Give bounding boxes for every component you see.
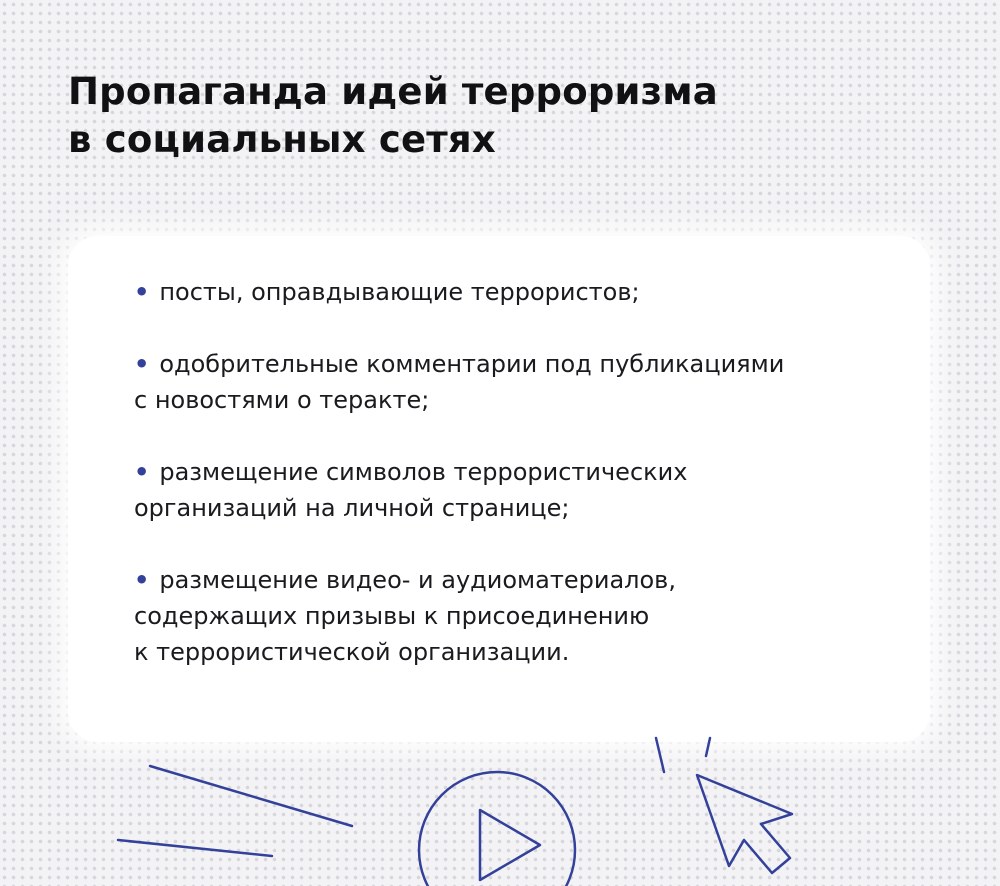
click-ray-icon	[656, 738, 664, 772]
list-item	[134, 346, 904, 418]
bullet-dot-icon: •	[134, 458, 150, 486]
bullet-dot-icon: •	[134, 350, 150, 378]
cursor-arrow-icon	[697, 775, 792, 873]
page-title-line-2: в социальных сетях	[68, 118, 496, 161]
list-item-line: к террористической организации.	[134, 638, 570, 666]
motion-line-icon	[118, 840, 272, 856]
bullet-dot-icon: •	[134, 278, 150, 306]
list-item	[134, 274, 904, 310]
list-item	[134, 562, 904, 670]
content-card	[68, 236, 930, 742]
list-item-line: с новостями о теракте;	[134, 386, 430, 414]
list-item-line: • одобрительные комментарии под публикациями	[134, 346, 904, 382]
list-item-line: содержащих призывы к присоединению	[134, 602, 650, 630]
list-item	[134, 454, 904, 526]
bullet-dot-icon: •	[134, 566, 150, 594]
bullet-list	[134, 274, 904, 670]
list-item-line: • размещение символов террористических	[134, 454, 904, 490]
page-title	[68, 68, 928, 164]
list-item-line: • размещение видео- и аудиоматериалов,	[134, 562, 904, 598]
motion-line-icon	[150, 766, 352, 826]
list-item-line: • посты, оправдывающие террористов;	[134, 274, 904, 310]
play-circle-icon	[419, 772, 575, 886]
page-title-line-1: Пропаганда идей терроризма	[68, 70, 718, 113]
list-item-line: организаций на личной странице;	[134, 494, 570, 522]
